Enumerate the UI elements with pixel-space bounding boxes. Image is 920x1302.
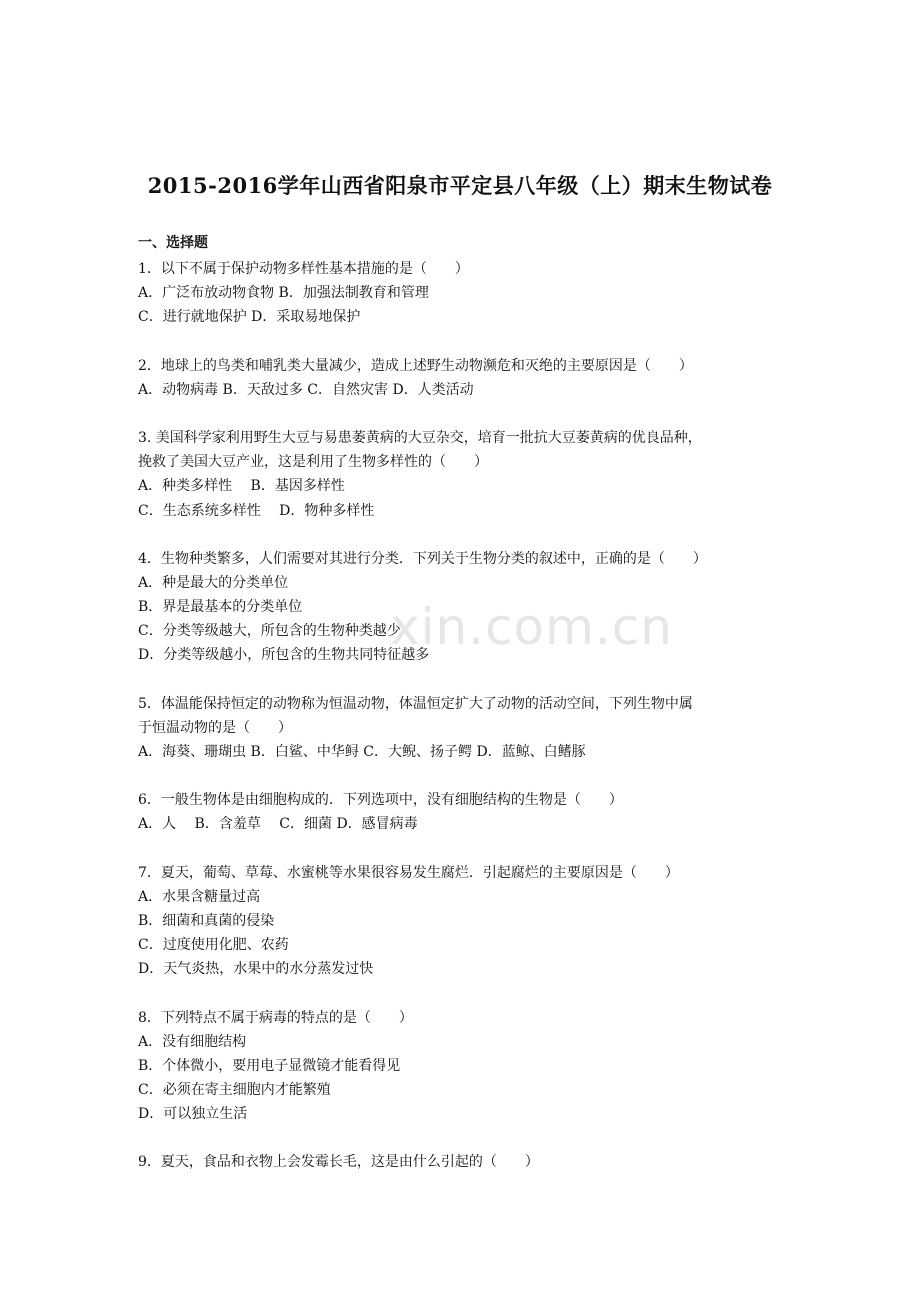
watermark: xin.com.cn: [390, 598, 673, 656]
question-1-stem: 1．以下不属于保护动物多样性基本措施的是（ ）: [138, 261, 469, 277]
question-9: [138, 1150, 788, 1174]
question-9-stem: 9．夏天，食品和衣物上会发霉长毛，这是由什么引起的（ ）: [138, 1154, 539, 1171]
question-4-option-a: A．种是最大的分类单位: [138, 574, 289, 591]
question-3-stem-line-2: 挽救了美国大豆产业，这是利用了生物多样性的（ ）: [138, 454, 488, 471]
question-2-stem: 2．地球上的鸟类和哺乳类大量减少，造成上述野生动物濒危和灭绝的主要原因是（ ）: [138, 357, 693, 374]
question-4-stem: 4．生物种类繁多，人们需要对其进行分类．下列关于生物分类的叙述中，正确的是（ ）: [138, 550, 707, 567]
question-1: [138, 257, 788, 330]
question-7-option-b: B．细菌和真菌的侵染: [138, 912, 275, 929]
question-3-options-c-d: C．生态系统多样性 D．物种多样性: [138, 502, 375, 519]
question-7-option-d: D．天气炎热，水果中的水分蒸发过快: [138, 961, 374, 978]
question-8-option-d: D．可以独立生活: [138, 1106, 248, 1123]
question-6: [138, 788, 788, 836]
question-7-option-c: C．过度使用化肥、农药: [138, 937, 289, 954]
question-6-stem: 6．一般生物体是由细胞构成的．下列选项中，没有细胞结构的生物是（ ）: [138, 792, 623, 809]
page-title: 2015-2016学年山西省阳泉市平定县八年级（上）期末生物试卷: [147, 173, 773, 198]
question-5: [138, 692, 788, 765]
question-6-options: A．人 B．含羞草 C．细菌 D．感冒病毒: [138, 816, 418, 833]
question-3: [138, 426, 788, 523]
question-4: [138, 547, 788, 668]
question-7: [138, 861, 788, 982]
question-8-stem: 8．下列特点不属于病毒的特点的是（ ）: [138, 1009, 413, 1026]
question-5-options: A．海葵、珊瑚虫 B．白鲨、中华鲟 C．大鲵、扬子鳄 D．蓝鲸、白鳍豚: [138, 744, 586, 760]
question-4-option-d: D．分类等级越小，所包含的生物共同特征越多: [138, 647, 430, 664]
question-3-stem-line-1: 3. 美国科学家利用野生大豆与易患萎黄病的大豆杂交，培育一批抗大豆萎黄病的优良品种，: [138, 429, 702, 446]
question-7-option-a: A．水果含糖量过高: [138, 888, 261, 905]
section-heading: 一、选择题: [138, 235, 208, 251]
question-8: [138, 1006, 788, 1127]
question-2-options: A．动物病毒 B．天敌过多 C．自然灾害 D．人类活动: [138, 381, 474, 398]
question-8-option-b: B．个体微小，要用电子显微镜才能看得见: [138, 1057, 401, 1074]
question-5-stem-line-2: 于恒温动物的是（ ）: [138, 719, 292, 736]
question-1-options-c-d: C．进行就地保护 D．采取易地保护: [138, 309, 361, 326]
question-5-stem-line-1: 5．体温能保持恒定的动物称为恒温动物，体温恒定扩大了动物的活动空间，下列生物中属: [138, 695, 693, 712]
exam-content: [138, 233, 788, 1175]
question-7-stem: 7．夏天，葡萄、草莓、水蜜桃等水果很容易发生腐烂．引起腐烂的主要原因是（ ）: [138, 864, 679, 881]
question-2: [138, 354, 788, 402]
question-8-option-a: A．没有细胞结构: [138, 1033, 247, 1050]
question-1-options-a-b: A．广泛布放动物食物 B．加强法制教育和管理: [138, 285, 429, 302]
question-3-options-a-b: A．种类多样性 B．基因多样性: [138, 478, 345, 495]
question-8-option-c: C．必须在寄主细胞内才能繁殖: [138, 1082, 331, 1099]
question-4-option-c: C．分类等级越大，所包含的生物种类越少: [138, 623, 401, 640]
question-4-option-b: B．界是最基本的分类单位: [138, 599, 303, 616]
